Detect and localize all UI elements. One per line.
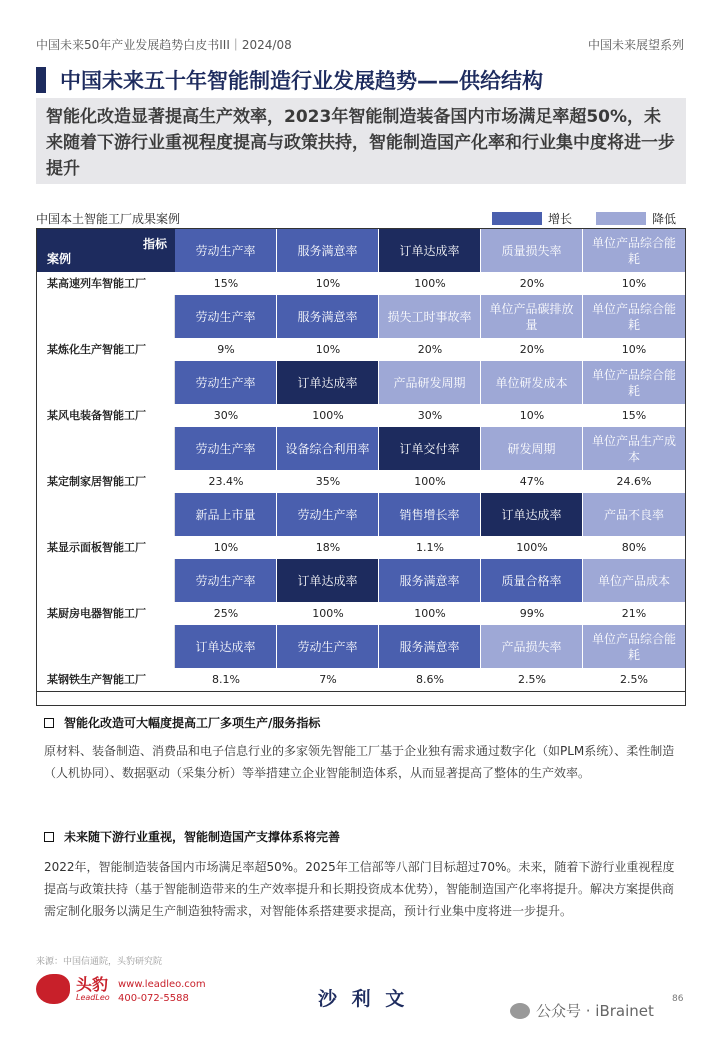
case-header-spacer — [37, 295, 175, 338]
case-row — [37, 273, 685, 296]
watermark-text: 公众号 · iBrainet — [536, 1002, 654, 1020]
corner-case-label: 案例 — [47, 252, 72, 266]
metric-value-cell: 30% — [213, 409, 239, 422]
wechat-icon — [510, 1003, 530, 1019]
metric-header-cell: 质量合格率 — [481, 559, 583, 602]
metric-value-cell: 99% — [519, 607, 545, 620]
metric-value-cell: 10% — [315, 343, 341, 356]
metric-value-cell: 18% — [315, 541, 341, 554]
legend-decrease-swatch — [596, 212, 646, 225]
case-table — [36, 228, 686, 706]
case-row — [37, 471, 685, 494]
metric-header-cell: 产品损失率 — [481, 625, 583, 668]
metric-header-cell: 设备综合利用率 — [277, 427, 379, 470]
metric-value-cell: 100% — [516, 541, 548, 554]
metric-header-cell: 劳动生产率 — [175, 559, 277, 602]
header-series-name: 中国未来展望系列 — [587, 38, 684, 52]
metric-header-cell: 单位产品生产成本 — [583, 427, 685, 470]
metric-header-cell: 单位研发成本 — [481, 361, 583, 404]
logo-subtext: LeadLeo — [76, 992, 110, 1002]
checkbox-bullet-icon — [44, 832, 54, 842]
metric-header-cell: 劳动生产率 — [175, 427, 277, 470]
metric-header-cell: 研发周期 — [481, 427, 583, 470]
metric-value-cell: 20% — [519, 277, 545, 290]
case-header-spacer — [37, 493, 175, 536]
metric-value-cell: 8.6% — [416, 673, 444, 686]
metric-header-cell: 销售增长率 — [379, 493, 481, 536]
page-title-bar — [36, 64, 686, 96]
section-heading-1-text: 智能化改造可大幅度提高工厂多项生产/服务指标 — [64, 716, 321, 730]
case-row — [37, 405, 685, 428]
metric-header-cell: 订单达成率 — [175, 625, 277, 668]
case-name: 某厨房电器智能工厂 — [47, 607, 146, 620]
case-row — [37, 537, 685, 560]
section-heading-2 — [44, 828, 340, 845]
legend-increase-label: 增长 — [548, 211, 573, 226]
metric-header-cell: 订单达成率 — [277, 559, 379, 602]
leopard-logo-icon — [36, 974, 70, 1004]
phone-number: 400-072-5588 — [118, 993, 189, 1004]
case-row — [37, 669, 685, 692]
case-header-spacer — [37, 361, 175, 404]
metric-value-cell: 100% — [312, 607, 344, 620]
metric-value-cell: 24.6% — [616, 475, 652, 488]
case-row — [37, 603, 685, 626]
metric-header-cell: 劳动生产率 — [277, 625, 379, 668]
case-header-spacer — [37, 427, 175, 470]
checkbox-bullet-icon — [44, 718, 54, 728]
leadleo-logo[interactable] — [36, 974, 110, 1004]
metric-header-cell: 订单达成率 — [277, 361, 379, 404]
metric-header-row — [37, 361, 685, 405]
metric-value-cell: 10% — [213, 541, 239, 554]
metric-header-cell: 新品上市量 — [175, 493, 277, 536]
legend-increase — [492, 211, 572, 225]
metric-value-cell: 10% — [621, 343, 647, 356]
metric-header-cell: 单位产品成本 — [583, 559, 685, 602]
sullivan-wordmark: 沙 利 文 — [318, 988, 409, 1010]
metric-header-row — [37, 427, 685, 471]
metric-header-cell: 产品研发周期 — [379, 361, 481, 404]
website-link[interactable]: www.leadleo.com — [118, 979, 206, 990]
legend-increase-swatch — [492, 212, 542, 225]
legend-decrease — [596, 211, 676, 225]
page-header — [36, 36, 684, 54]
header-report-title: 中国未来50年产业发展趋势白皮书III｜2024/08 — [36, 38, 292, 52]
metric-header-row — [37, 493, 685, 537]
metric-value-cell: 47% — [519, 475, 545, 488]
metric-header-cell: 劳动生产率 — [175, 295, 277, 338]
section-body-1: 原材料、装备制造、消费品和电子信息行业的多家领先智能工厂基于企业独有需求通过数字化（如PLM系统）、柔性制造（人机协同）、数据驱动（采集分析）等举措建立企业智能制造体系，从而显著提高了整体的生产效率。 — [44, 744, 675, 780]
metric-value-cell: 10% — [621, 277, 647, 290]
metric-header-cell: 产品不良率 — [583, 493, 685, 536]
metric-value-cell: 100% — [312, 409, 344, 422]
metric-header-cell: 订单达成率 — [379, 229, 481, 272]
key-finding-box: 智能化改造显著提高生产效率，2023年智能制造装备国内市场满足率超50%，未来随着下游行业重视程度提高与政策扶持，智能制造国产化率和行业集中度将进一步提升 — [36, 98, 686, 184]
table-caption: 中国本土智能工厂成果案例 — [36, 212, 181, 226]
metric-value-cell: 35% — [315, 475, 341, 488]
metric-value-cell: 2.5% — [620, 673, 648, 686]
metric-value-cell: 100% — [414, 475, 446, 488]
metric-header-row — [37, 559, 685, 603]
metric-value-cell: 80% — [621, 541, 647, 554]
metric-header-cell: 损失工时事故率 — [379, 295, 481, 338]
metric-header-cell: 服务满意率 — [379, 625, 481, 668]
page-title: 中国未来五十年智能制造行业发展趋势——供给结构 — [60, 69, 543, 93]
metric-header-cell: 订单交付率 — [379, 427, 481, 470]
section-heading-1 — [44, 714, 320, 731]
case-name: 某定制家居智能工厂 — [47, 475, 146, 488]
case-row — [37, 339, 685, 362]
metric-value-cell: 10% — [315, 277, 341, 290]
metric-header-row — [37, 625, 685, 669]
metric-header-row — [37, 229, 685, 273]
case-name: 某炼化生产智能工厂 — [47, 343, 146, 356]
metric-header-cell: 劳动生产率 — [175, 229, 277, 272]
metric-value-cell: 9% — [217, 343, 235, 356]
metric-header-cell: 服务满意率 — [277, 229, 379, 272]
legend-decrease-label: 降低 — [652, 211, 677, 226]
metric-value-cell: 20% — [519, 343, 545, 356]
metric-value-cell: 100% — [414, 607, 446, 620]
metric-value-cell: 20% — [417, 343, 443, 356]
case-name: 某钢铁生产智能工厂 — [47, 673, 146, 686]
logo-text: 头豹 — [76, 974, 109, 994]
metric-header-cell: 服务满意率 — [379, 559, 481, 602]
case-header-spacer — [37, 625, 175, 668]
case-name: 某风电装备智能工厂 — [47, 409, 146, 422]
metric-header-cell: 单位产品综合能耗 — [583, 625, 685, 668]
metric-header-cell: 质量损失率 — [481, 229, 583, 272]
metric-header-cell: 服务满意率 — [277, 295, 379, 338]
metric-value-cell: 21% — [621, 607, 647, 620]
metric-value-cell: 10% — [519, 409, 545, 422]
section-heading-2-text: 未来随下游行业重视，智能制造国产支撑体系将完善 — [64, 830, 341, 844]
metric-header-cell: 单位产品综合能耗 — [583, 229, 685, 272]
title-accent-bar — [36, 67, 46, 93]
metric-header-cell: 订单达成率 — [481, 493, 583, 536]
metric-value-cell: 15% — [621, 409, 647, 422]
wechat-watermark — [510, 1000, 654, 1021]
metric-value-cell: 15% — [213, 277, 239, 290]
section-body-2: 2022年，智能制造装备国内市场满足率超50%。2025年工信部等八部门目标超过70%。未来，随着下游行业重视程度提高与政策扶持（基于智能制造带来的生产效率提升和长期投资成本优势），智能制造国产化率将提升。解决方案提供商需定制化服务以满足生产制造独特需求，对智能体系搭建要求提高，预计行业集中度将进一步提升。 — [44, 860, 675, 918]
metric-value-cell: 23.4% — [208, 475, 244, 488]
metric-value-cell: 25% — [213, 607, 239, 620]
metric-header-row — [37, 295, 685, 339]
metric-value-cell: 1.1% — [416, 541, 444, 554]
case-header-spacer — [37, 559, 175, 602]
source-note: 来源：中国信通院，头豹研究院 — [36, 957, 163, 967]
page-number: 86 — [672, 994, 684, 1004]
case-name: 某显示面板智能工厂 — [47, 541, 146, 554]
corner-metric-label: 指标 — [142, 237, 167, 251]
metric-header-cell: 劳动生产率 — [175, 361, 277, 404]
metric-value-cell: 8.1% — [212, 673, 240, 686]
metric-header-cell: 劳动生产率 — [277, 493, 379, 536]
case-name: 某高速列车智能工厂 — [47, 277, 146, 290]
metric-value-cell: 100% — [414, 277, 446, 290]
metric-value-cell: 7% — [319, 673, 337, 686]
footer-contact — [118, 978, 206, 1006]
metric-value-cell: 30% — [417, 409, 443, 422]
metric-value-cell: 2.5% — [518, 673, 546, 686]
metric-header-cell: 单位产品综合能耗 — [583, 295, 685, 338]
metric-header-cell: 单位产品碳排放量 — [481, 295, 583, 338]
metric-header-cell: 单位产品综合能耗 — [583, 361, 685, 404]
